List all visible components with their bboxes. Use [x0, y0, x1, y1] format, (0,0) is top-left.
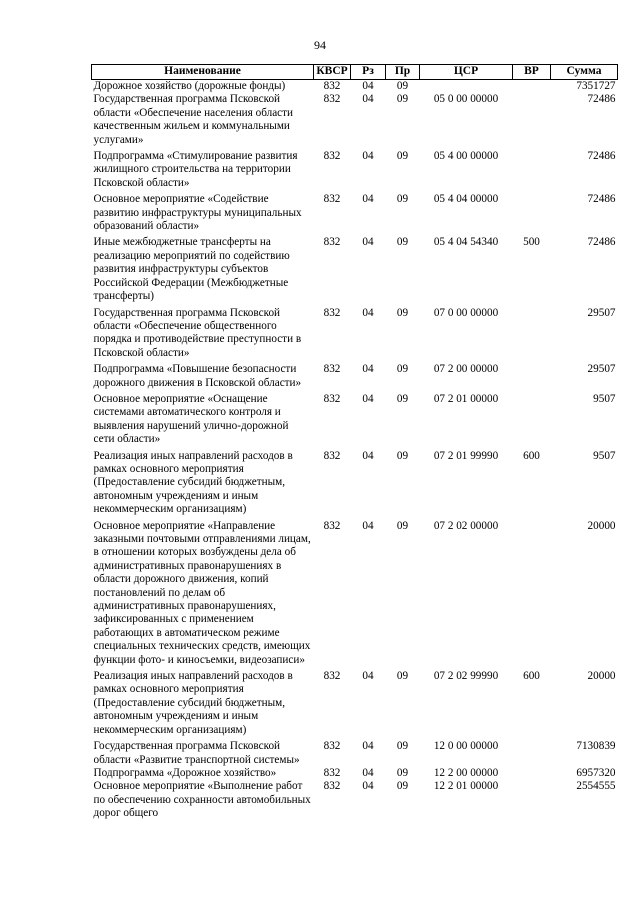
row-kvsr: 832 [323, 766, 341, 779]
row-name: Государственная программа Псковской области «Развитие транспортной системы» [93, 740, 300, 766]
row-vr [513, 767, 551, 780]
table-row [92, 447, 618, 517]
row-sum: 6957320 [576, 766, 616, 779]
column-header-pr: Пр [386, 65, 420, 80]
column-header-kvsr: КВСР [314, 65, 351, 80]
row-pr: 09 [396, 670, 409, 683]
row-vr: 500 [523, 236, 540, 249]
row-vr: 600 [523, 670, 540, 683]
row-vr [513, 737, 551, 767]
row-name: Государственная программа Псковской области «Обеспечение населения области качественным жильем и коммунальными услугами» [93, 93, 294, 146]
row-csr: 07 2 02 00000 [433, 519, 499, 532]
row-pr: 09 [396, 150, 409, 163]
row-sum: 9507 [593, 449, 616, 462]
row-kvsr: 832 [323, 519, 341, 532]
row-rz: 04 [362, 740, 374, 753]
table-row [92, 304, 618, 361]
row-sum: 29507 [587, 363, 616, 376]
row-pr: 09 [396, 193, 409, 206]
row-sum: 72486 [587, 193, 616, 206]
row-name: Государственная программа Псковской области «Обеспечение общественного порядка и противодействие преступности в Псковской области» [93, 306, 302, 359]
row-kvsr: 832 [323, 449, 341, 462]
row-pr: 09 [396, 236, 409, 249]
budget-table [91, 64, 618, 821]
row-sum: 72486 [587, 93, 616, 106]
row-kvsr: 832 [323, 80, 341, 92]
table-header-row [92, 65, 618, 80]
row-csr: 05 4 04 00000 [433, 193, 499, 206]
row-rz: 04 [362, 449, 374, 462]
table-row [92, 737, 618, 767]
row-kvsr: 832 [323, 670, 341, 683]
row-kvsr: 832 [323, 93, 341, 106]
row-sum: 72486 [587, 236, 616, 249]
row-vr [513, 93, 551, 147]
row-csr [420, 80, 513, 94]
row-csr: 12 2 01 00000 [433, 780, 499, 793]
row-csr: 07 2 01 00000 [433, 392, 499, 405]
row-rz: 04 [362, 392, 374, 405]
row-sum: 72486 [587, 150, 616, 163]
row-csr: 05 0 00 00000 [433, 93, 499, 106]
row-name: Иные межбюджетные трансферты на реализацию мероприятий по содействию развития инфраструктуры субъектов Российской Федерации (Межбюджетные трансферты) [93, 236, 290, 303]
row-name: Реализация иных направлений расходов в рамках основного мероприятия (Предоставление субсидий бюджетным, автономным учреждениям и иным некоммерческим организациям) [93, 670, 293, 736]
row-vr [513, 190, 551, 233]
row-rz: 04 [362, 766, 374, 779]
row-kvsr: 832 [323, 363, 341, 376]
column-header-csr: ЦСР [420, 65, 513, 80]
table-row [92, 517, 618, 667]
row-name: Основное мероприятие «Оснащение системами автоматического контроля и выявления нарушений улично-дорожной сети области» [93, 392, 289, 446]
row-rz: 04 [362, 306, 374, 319]
row-vr [513, 304, 551, 361]
row-name: Дорожное хозяйство (дорожные фонды) [93, 80, 286, 92]
row-pr: 09 [396, 780, 409, 793]
row-vr [513, 80, 551, 94]
row-name: Основное мероприятие «Выполнение работ по обеспечению сохранности автомобильных дорог общего [93, 780, 311, 820]
row-name: Подпрограмма «Дорожное хозяйство» [93, 766, 277, 779]
row-vr [513, 390, 551, 447]
row-rz: 04 [362, 193, 374, 206]
row-rz: 04 [362, 780, 374, 793]
row-vr [513, 517, 551, 667]
row-rz: 04 [362, 519, 374, 532]
row-sum: 7351727 [576, 80, 616, 92]
row-kvsr: 832 [323, 193, 341, 206]
row-rz: 04 [362, 80, 374, 92]
row-csr: 07 2 02 99990 [433, 670, 499, 683]
row-vr [513, 780, 551, 820]
row-sum: 29507 [587, 306, 616, 319]
table-row [92, 360, 618, 390]
column-header-vr: ВР [513, 65, 551, 80]
row-name: Подпрограмма «Повышение безопасности дорожного движения в Псковской области» [93, 363, 302, 389]
table-row [92, 93, 618, 147]
table-row [92, 80, 618, 94]
page-number: 94 [314, 38, 326, 52]
row-vr: 600 [523, 449, 540, 462]
row-rz: 04 [362, 670, 374, 683]
row-pr: 09 [396, 93, 409, 106]
row-csr: 12 0 00 00000 [433, 740, 499, 753]
row-pr: 09 [396, 740, 409, 753]
table-row [92, 667, 618, 737]
row-kvsr: 832 [323, 306, 341, 319]
row-kvsr: 832 [323, 236, 341, 249]
row-sum: 9507 [593, 392, 616, 405]
row-csr: 12 2 00 00000 [433, 766, 499, 779]
row-pr: 09 [396, 519, 409, 532]
row-rz: 04 [362, 93, 374, 106]
row-vr [513, 147, 551, 190]
row-vr [513, 360, 551, 390]
row-csr: 05 4 00 00000 [433, 150, 499, 163]
row-rz: 04 [362, 150, 374, 163]
row-pr: 09 [396, 392, 409, 405]
row-kvsr: 832 [323, 780, 341, 793]
table-row [92, 390, 618, 447]
row-pr: 09 [396, 449, 409, 462]
row-csr: 05 4 04 54340 [433, 236, 499, 249]
row-csr: 07 0 00 00000 [433, 306, 499, 319]
row-kvsr: 832 [323, 392, 341, 405]
table-row [92, 767, 618, 780]
row-pr: 09 [396, 306, 409, 319]
row-pr: 09 [396, 80, 409, 92]
column-header-name: Наименование [92, 65, 314, 80]
row-pr: 09 [396, 363, 409, 376]
row-kvsr: 832 [323, 740, 341, 753]
row-sum: 2554555 [576, 780, 616, 793]
row-sum: 20000 [587, 670, 616, 683]
table-row [92, 147, 618, 190]
row-csr: 07 2 00 00000 [433, 363, 499, 376]
row-name: Основное мероприятие «Направление заказными почтовыми отправлениями лицам, в отношении которых возбуждены дела об административных правонарушениях в области дорожного движения, копий постановлений по делам об административных правонарушениях, зафиксированных с применением работающих в автоматическом режиме специальных технических средств, имеющих функции фото- и киносъемки, видеозаписи» [93, 519, 311, 666]
table-row [92, 190, 618, 233]
row-name: Реализация иных направлений расходов в рамках основного мероприятия (Предоставление субсидий бюджетным, автономным учреждениям и иным некоммерческим организациям) [93, 449, 293, 516]
row-sum: 7130839 [576, 740, 616, 753]
row-name: Подпрограмма «Стимулирование развития жилищного строительства на территории Псковской области» [93, 150, 298, 189]
row-sum: 20000 [587, 519, 616, 532]
row-rz: 04 [362, 236, 374, 249]
table-row [92, 233, 618, 303]
row-csr: 07 2 01 99990 [433, 449, 499, 462]
column-header-sum: Сумма [551, 65, 618, 80]
column-header-rz: Рз [351, 65, 386, 80]
row-rz: 04 [362, 363, 374, 376]
row-name: Основное мероприятие «Содействие развитию инфраструктуры муниципальных образований области» [93, 193, 302, 233]
table-row [92, 780, 618, 820]
row-pr: 09 [396, 766, 409, 779]
row-kvsr: 832 [323, 150, 341, 163]
